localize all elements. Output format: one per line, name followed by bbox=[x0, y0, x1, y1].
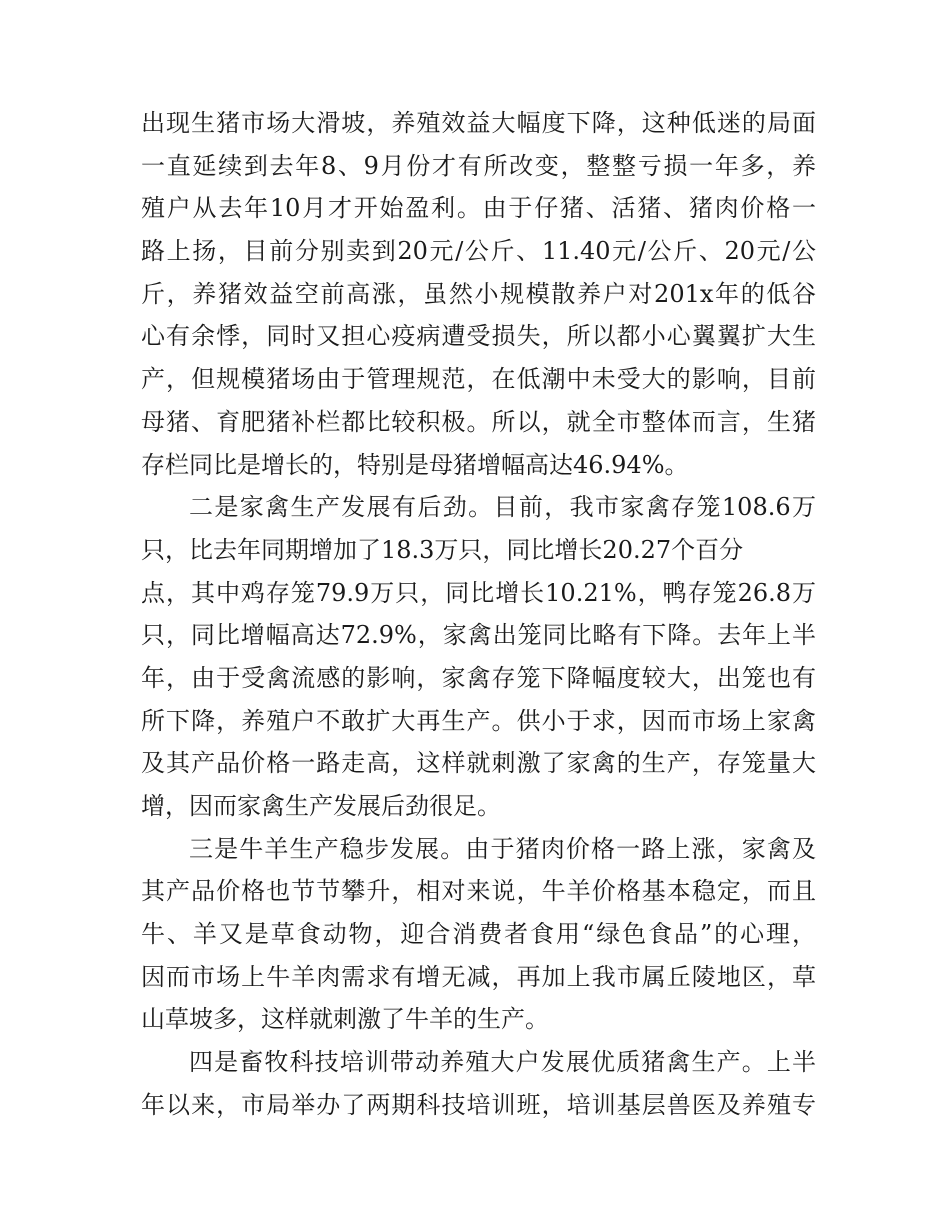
text-line: 年以来，市局举办了两期科技培训班，培训基层兽医及养殖专 bbox=[141, 1090, 816, 1119]
text-line: 只，比去年同期增加了18.3万只，同比增长20.27个百分 bbox=[141, 535, 744, 564]
text-line: 增，因而家禽生产发展后劲很足。 bbox=[141, 792, 501, 820]
text-line: 产，但规模猪场由于管理规范，在低潮中未受大的影响，目前 bbox=[141, 365, 816, 394]
text-line: 点，其中鸡存笼79.9万只，同比增长10.21%，鸭存笼26.8万 bbox=[141, 578, 816, 607]
text-line: 三是牛羊生产稳步发展。由于猪肉价格一路上涨，家禽及 bbox=[189, 834, 816, 863]
text-line: 所下降，养殖户不敢扩大再生产。供小于求，因而市场上家禽 bbox=[141, 706, 816, 735]
text-line: 存栏同比是增长的，特别是母猪增幅高达46.94%。 bbox=[141, 450, 689, 479]
text-line: 山草坡多，这样就刺激了牛羊的生产。 bbox=[141, 1005, 549, 1034]
text-line: 其产品价格也节节攀升，相对来说，牛羊价格基本稳定，而且 bbox=[141, 877, 816, 906]
text-line: 斤，养猪效益空前高涨，虽然小规模散养户对201x年的低谷 bbox=[141, 279, 816, 308]
text-line: 及其产品价格一路走高，这样就刺激了家禽的生产，存笼量大 bbox=[141, 749, 816, 778]
text-line: 二是家禽生产发展有后劲。目前，我市家禽存笼108.6万 bbox=[189, 493, 816, 522]
text-line: 路上扬，目前分别卖到20元/公斤、11.40元/公斤、20元/公 bbox=[141, 237, 816, 266]
text-line: 只，同比增幅高达72.9%，家禽出笼同比略有下降。去年上半 bbox=[141, 621, 816, 650]
text-line: 殖户从去年10月才开始盈利。由于仔猪、活猪、猪肉价格一 bbox=[141, 194, 816, 223]
text-line: 出现生猪市场大滑坡，养殖效益大幅度下降，这种低迷的局面 bbox=[141, 109, 816, 137]
text-line: 牛、羊又是草食动物，迎合消费者食用“绿色食品”的心理， bbox=[141, 920, 816, 949]
text-line: 四是畜牧科技培训带动养殖大户发展优质猪禽生产。上半 bbox=[189, 1048, 816, 1077]
text-line: 年，由于受禽流感的影响，家禽存笼下降幅度较大，出笼也有 bbox=[141, 663, 816, 692]
text-line: 一直延续到去年8、9月份才有所改变，整整亏损一年多，养 bbox=[141, 151, 816, 180]
text-line: 母猪、育肥猪补栏都比较积极。所以，就全市整体而言，生猪 bbox=[141, 407, 816, 436]
text-line: 因而市场上牛羊肉需求有增无减，再加上我市属丘陵地区，草 bbox=[141, 962, 816, 991]
document-body bbox=[141, 102, 816, 1127]
text-line: 心有余悸，同时又担心疫病遭受损失，所以都小心翼翼扩大生 bbox=[141, 322, 816, 351]
